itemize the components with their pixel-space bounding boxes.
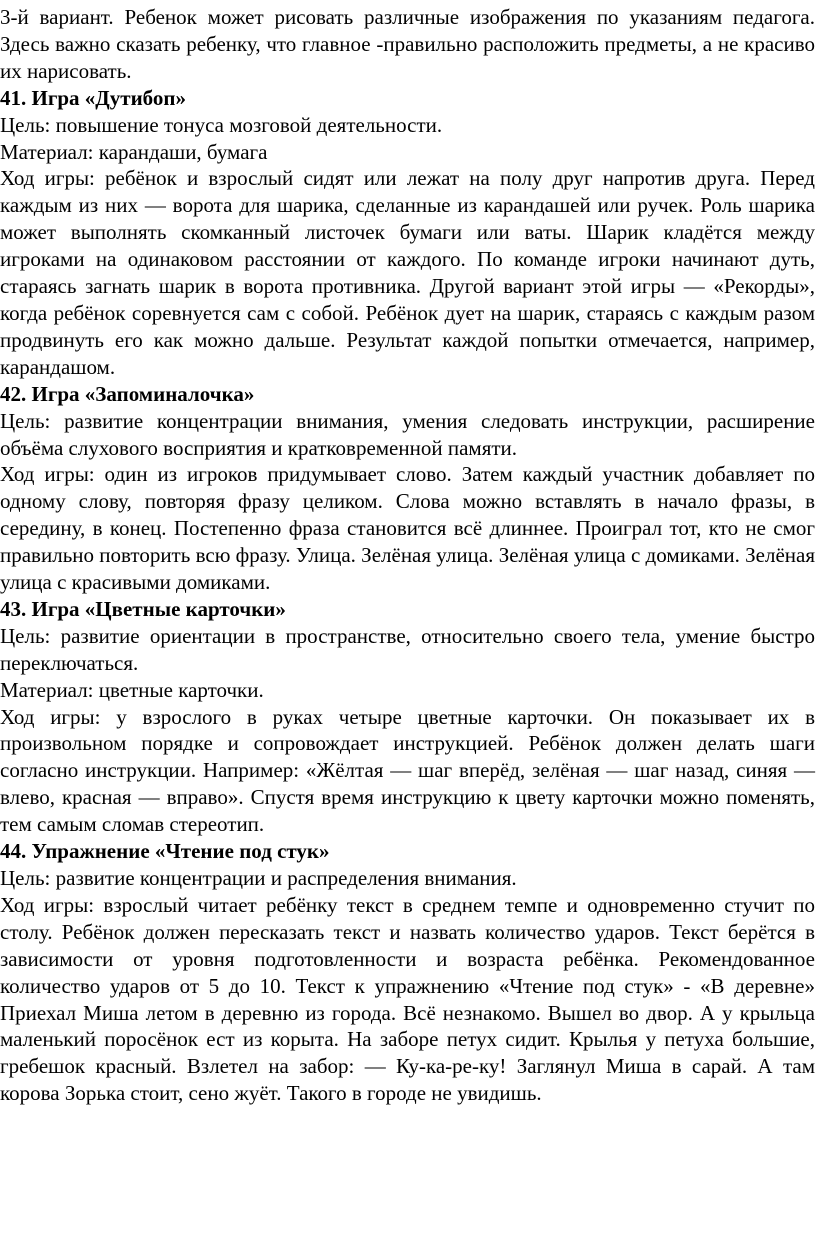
section-heading: 44. Упражнение «Чтение под стук» [0,839,330,864]
section-goal: Цель: развитие ориентации в пространстве, относительно своего тела, умение быстро переключаться. [0,623,815,675]
section-color-cards [0,596,815,838]
section-heading: 43. Игра «Цветные карточки» [0,596,286,621]
section-heading: 42. Игра «Запоминалочка» [0,381,255,406]
section-reading-knock [0,838,815,1107]
section-dutibop [0,85,815,381]
section-procedure: Ход игры: ребёнок и взрослый сидят или лежат на полу друг напротив друга. Перед каждым из них — ворота для шарика, сделанные из карандашей или ручек. Роль шарика может выполнять скомканный листочек бумаги или ваты. Шарик кладётся между игроками на одинаковом расстоянии от каждого. По команде игроки начинают дуть, стараясь загнать шарик в ворота противника. Другой вариант этой игры — «Рекорды», когда ребёнок соревнуется сам с собой. Ребёнок дует на шарик, стараясь с каждым разом продвинуть его как можно дальше. Результат каждой попытки отмечается, например, карандашом. [0,166,815,379]
section-zapominalochka [0,381,815,596]
section-material: Материал: карандаши, бумага [0,139,268,164]
section-procedure: Ход игры: взрослый читает ребёнку текст в среднем темпе и одновременно стучит по столу. Ребёнок должен пересказать текст и назвать количество ударов. Текст берётся в зависимости от уровня подготовленности и возраста ребёнка. Рекомендованное количество ударов от 5 до 10. Текст к упражнению «Чтение под стук» - «В деревне» Приехал Миша летом в деревню из города. Всё незнакомо. Вышел во двор. А у крыльца маленький поросёнок ест из корыта. На заборе петух сидит. Крылья у петуха большие, гребешок красный. Взлетел на забор: — Ку-ка-ре-ку! Заглянул Миша в сарай. А там корова Зорька стоит, сено жуёт. Такого в городе не увидишь. [0,892,815,1106]
section-material: Материал: цветные карточки. [0,677,264,702]
intro-paragraph: 3-й вариант. Ребенок может рисовать различные изображения по указаниям педагога. Здесь важно сказать ребенку, что главное -правильно расположить предметы, а не красиво их нарисовать. [0,5,815,83]
section-goal: Цель: развитие концентрации и распределения внимания. [0,866,517,890]
section-goal: Цель: повышение тонуса мозговой деятельности. [0,112,443,137]
section-goal: Цель: развитие концентрации внимания, умения следовать инструкции, расширение объёма слухового восприятия и кратковременной памяти. [0,408,815,460]
section-heading: 41. Игра «Дутибоп» [0,85,186,110]
section-procedure: Ход игры: у взрослого в руках четыре цветные карточки. Он показывает их в произвольном порядке и сопровождает инструкцией. Ребёнок должен делать шаги согласно инструкции. Например: «Жёлтая — шаг вперёд, зелёная — шаг назад, синяя — влево, красная — вправо». Спустя время инструкцию к цвету карточки можно поменять, тем самым сломав стереотип. [0,704,815,837]
section-procedure: Ход игры: один из игроков придумывает слово. Затем каждый участник добавляет по одному слову, повторяя фразу целиком. Слова можно вставлять в начало фразы, в середину, в конец. Постепенно фраза становится всё длиннее. Проиграл тот, кто не смог правильно повторить всю фразу. Улица. Зелёная улица. Зелёная улица с домиками. Зелёная улица с красивыми домиками. [0,462,815,595]
